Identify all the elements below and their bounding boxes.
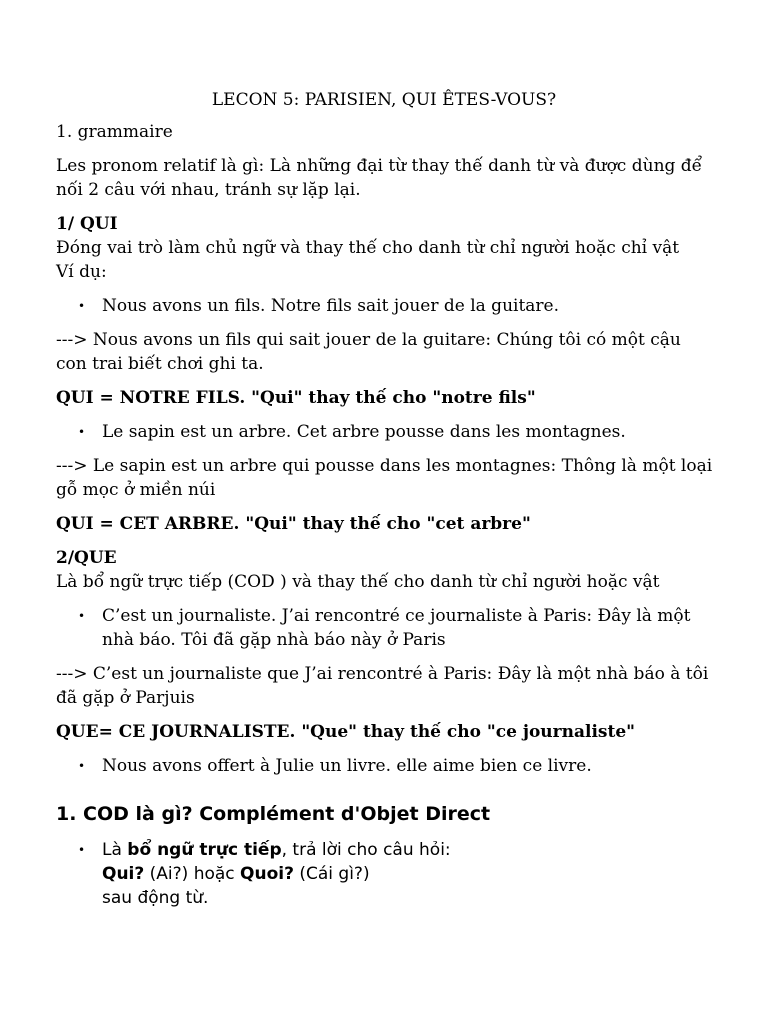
qui-example-list-1 <box>56 294 716 318</box>
intro-paragraph: Les pronom relatif là gì: Là những đại từ thay thế danh từ và được dùng để nối 2 câu với nhau, tránh sự lặp lại. <box>56 156 703 200</box>
cod-question-quoi: Quoi? <box>240 864 294 884</box>
list-item: • Le sapin est un arbre. Cet arbre pousse dans les montagnes. <box>102 420 716 444</box>
list-item <box>102 838 716 910</box>
cod-line-3: sau động từ. <box>102 888 209 908</box>
que-rule-1: QUE= CE JOURNALISTE. "Que" thay thế cho "ce journaliste" <box>56 722 636 742</box>
cod-line-1-pre: Là <box>102 840 128 860</box>
que-example-1-result: ---> C’est un journaliste que J’ai rencontré à Paris: Đây là một nhà báo à tôi đã gặp ở Parjuis <box>56 664 709 708</box>
qui-example-1-result: ---> Nous avons un fils qui sait jouer de la guitare: Chúng tôi có một cậu con trai biết chơi ghi ta. <box>56 330 681 374</box>
que-heading: 2/QUE <box>56 548 117 568</box>
qui-rule-1: QUI = NOTRE FILS. "Qui" thay thế cho "notre fils" <box>56 388 536 408</box>
que-definition: Là bổ ngữ trực tiếp (COD ) và thay thế cho danh từ chỉ người hoặc vật <box>56 572 660 592</box>
example-label: Ví dụ: <box>56 262 107 282</box>
qui-example-2-result: ---> Le sapin est un arbre qui pousse dans les montagnes: Thông là một loại gỗ mọc ở miền núi <box>56 456 713 500</box>
document-content <box>56 120 716 920</box>
qui-example-list-2 <box>56 420 716 444</box>
cod-list <box>56 838 716 910</box>
que-example-list-2 <box>56 754 716 778</box>
list-item: • Nous avons offert à Julie un livre. elle aime bien ce livre. <box>102 754 716 778</box>
cod-answer-ai: (Ai?) hoặc <box>144 864 241 884</box>
cod-line-1-post: , trả lời cho câu hỏi: <box>281 840 451 860</box>
list-item: • C’est un journaliste. J’ai rencontré ce journaliste à Paris: Đây là một nhà báo. Tôi đã gặp nhà báo này ở Paris <box>102 604 716 652</box>
cod-answer-cai-gi: (Cái gì?) <box>293 864 370 884</box>
que-example-list-1 <box>56 604 716 652</box>
qui-heading: 1/ QUI <box>56 214 118 234</box>
qui-definition: Đóng vai trò làm chủ ngữ và thay thế cho danh từ chỉ người hoặc chỉ vật <box>56 238 680 258</box>
cod-line-1-bold: bổ ngữ trực tiếp <box>127 840 282 860</box>
cod-question-qui: Qui? <box>102 864 145 884</box>
qui-rule-2: QUI = CET ARBRE. "Qui" thay thế cho "cet arbre" <box>56 514 531 534</box>
lesson-title: LECON 5: PARISIEN, QUI ÊTES-VOUS? <box>211 90 557 110</box>
list-item: • Nous avons un fils. Notre fils sait jouer de la guitare. <box>102 294 716 318</box>
section-heading-grammar: 1. grammaire <box>56 122 173 142</box>
cod-heading: 1. COD là gì? Complément d'Objet Direct <box>56 803 491 825</box>
